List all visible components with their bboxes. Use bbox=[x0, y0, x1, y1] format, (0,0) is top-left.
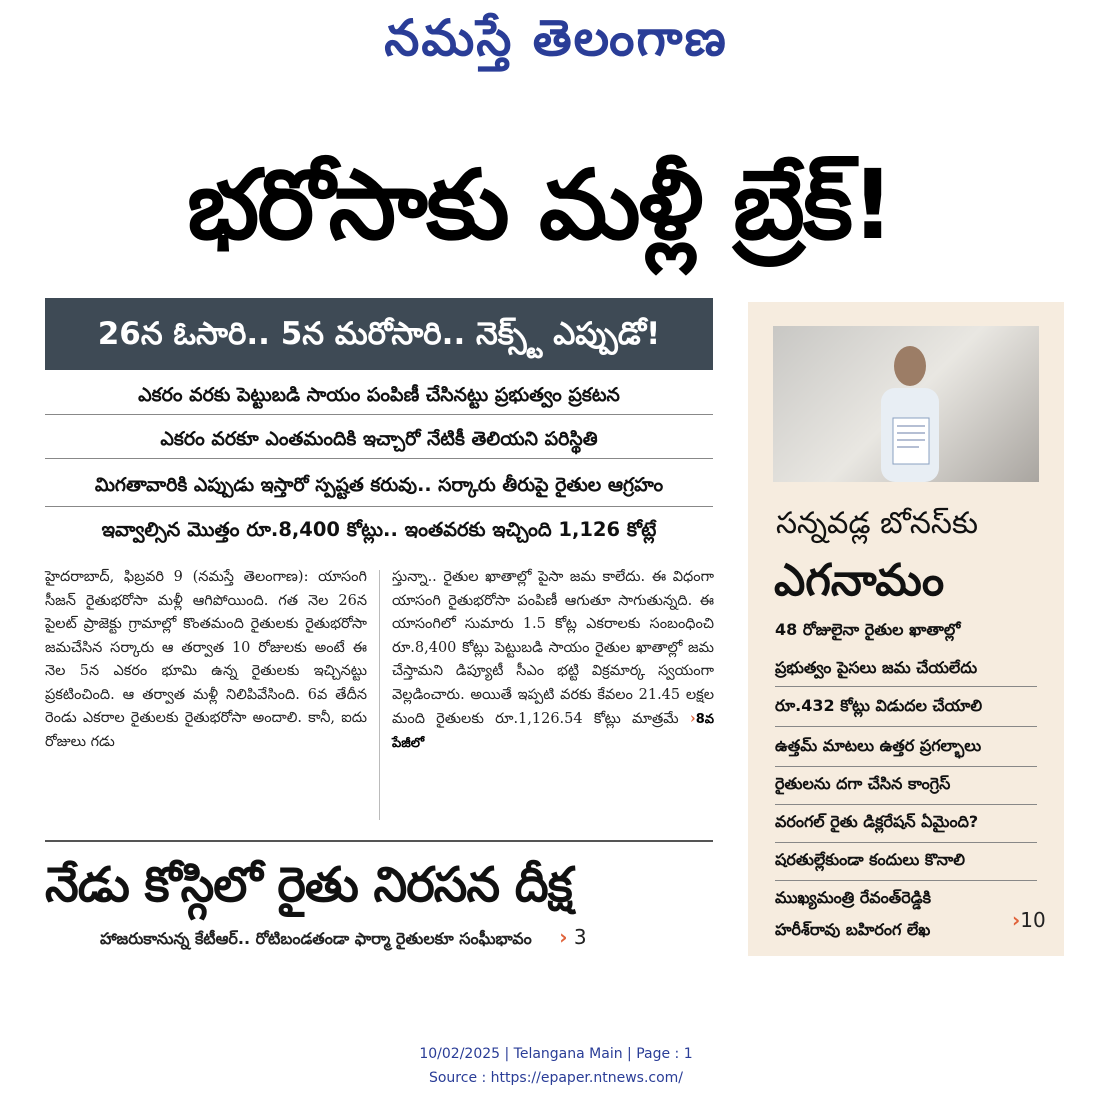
chevron-right-icon: › bbox=[559, 925, 568, 949]
sidebar-item: షరతుల్లేకుండా కందులు కొనాలి bbox=[775, 850, 965, 869]
deck-divider bbox=[45, 458, 713, 459]
deck-divider bbox=[45, 414, 713, 415]
sidebar-divider bbox=[775, 766, 1037, 767]
deck-line-2: ఎకరం వరకూ ఎంతమందికి ఇచ్చారో నేటికీ తెలియని పరిస్థితి bbox=[160, 428, 598, 450]
column-divider bbox=[379, 570, 380, 820]
sidebar-kicker: సన్నవడ్ల బోనస్‌కు bbox=[776, 506, 978, 541]
deck-line-4: ఇవ్వాల్సిన మొత్తం రూ.8,400 కోట్లు.. ఇంతవరకు ఇచ్చింది 1,126 కోట్లే bbox=[101, 518, 657, 541]
deck-divider bbox=[45, 506, 713, 507]
bottom-subheadline-text: హాజరుకానున్న కేటీఆర్.. రోటిబండతండా ఫార్మా రైతులకూ సంఘీభావం bbox=[100, 929, 532, 948]
sidebar-headline: ఎగనామం bbox=[774, 555, 945, 606]
deck-line-3: మిగతావారికి ఎప్పుడు ఇస్తారో స్పష్టత కరువు.. సర్కారు తీరుపై రైతుల ఆగ్రహం bbox=[94, 474, 664, 496]
continued-jump-label: 8వ పేజీలో bbox=[392, 712, 714, 751]
footer-date-line: 10/02/2025 | Telangana Main | Page : 1 bbox=[419, 1046, 693, 1062]
speaker-silhouette-icon bbox=[873, 340, 947, 482]
sidebar-divider bbox=[775, 880, 1037, 881]
bottom-subheadline bbox=[100, 925, 720, 952]
bottom-jump[interactable] bbox=[559, 925, 586, 949]
sidebar-item: ప్రభుత్వం పైసలు జమ చేయలేదు bbox=[775, 658, 978, 677]
sidebar-jump-page: 10 bbox=[1020, 908, 1046, 932]
article-body-left: హైదరాబాద్, ఫిబ్రవరి 9 (నమస్తే తెలంగాణ): యాసంగి సీజన్ రైతుభరోసా మళ్లీ ఆగిపోయింది. గత నెల 26న పైలట్ ప్రాజెక్టు గ్రామాల్లో కొంతమంది రైతులకు రైతుభరోసా జమచేసిన సర్కారు ఆ తర్వాత 10 రోజులకు అంటే ఈ నెల 5న ఎకరం భూమి ఉన్న రైతులకు ఇచ్చినట్టు ప్రకటించింది. ఆ తర్వాత మళ్లీ నిలిపివేసింది. 6వ తేదీన రెండు ఎకరాల రైతులకు రైతుభరోసా అందాలి. కానీ, ఐదు రోజులు గడు bbox=[45, 569, 367, 750]
sidebar-item: 48 రోజులైనా రైతుల ఖాతాల్లో bbox=[775, 620, 961, 639]
main-headline: భరోసాకు మళ్లీ బ్రేక్! bbox=[187, 149, 893, 261]
sub-headline-banner: 26న ఓసారి.. 5న మరోసారి.. నెక్స్ట్ ఎప్పుడో! bbox=[45, 298, 713, 370]
section-divider bbox=[45, 840, 713, 842]
sidebar-item: ఉత్తమ్ మాటలు ఉత్తర ప్రగల్భాలు bbox=[775, 736, 982, 755]
sidebar-divider bbox=[775, 842, 1037, 843]
deck-line-1: ఎకరం వరకు పెట్టుబడి సాయం పంపిణీ చేసినట్టు ప్రభుత్వం ప్రకటన bbox=[138, 384, 620, 406]
chevron-right-icon: › bbox=[1012, 908, 1021, 932]
chevron-right-icon: › bbox=[689, 710, 696, 727]
sidebar-item: హరీశ్‌రావు బహిరంగ లేఖ bbox=[775, 920, 931, 939]
sidebar-jump[interactable] bbox=[1012, 908, 1046, 932]
sidebar-item: రూ.432 కోట్లు విడుదల చేయాలి bbox=[775, 696, 983, 715]
sidebar-divider bbox=[775, 804, 1037, 805]
article-body-right bbox=[392, 566, 714, 755]
news-photo bbox=[773, 326, 1039, 482]
bottom-jump-page: 3 bbox=[573, 925, 587, 949]
sidebar-divider bbox=[775, 686, 1037, 687]
masthead-logo: నమస్తే తెలంగాణ bbox=[384, 8, 728, 67]
sidebar-divider bbox=[775, 726, 1037, 727]
article-body-right-text: స్తున్నా.. రైతుల ఖాతాల్లో పైసా జమ కాలేదు. ఈ విధంగా యాసంగి రైతుభరోసా పంపిణీ ఆగుతూ సాగుతున్నది. ఈ యాసంగిలో సుమారు 1.5 కోట్ల ఎకరాలకు సంబంధించి రూ.8,400 కోట్లు పెట్టుబడి సాయం రైతుల ఖాతాల్లో జమ చేస్తామని డిప్యూటీ సీఎం భట్టి విక్రమార్క స్వయంగా వెల్లడించారు. అయితే ఇప్పటి వరకు కేవలం 21.45 లక్షల మంది రైతులకు రూ.1,126.54 కోట్లు మాత్రమే bbox=[392, 569, 714, 727]
bottom-headline: నేడు కోస్గిలో రైతు నిరసన దీక్ష bbox=[45, 857, 572, 913]
footer-source-link[interactable]: Source : https://epaper.ntnews.com/ bbox=[428, 1070, 684, 1086]
sidebar-item: ముఖ్యమంత్రి రేవంత్‌రెడ్డికి bbox=[775, 888, 931, 907]
sidebar-item: రైతులను దగా చేసిన కాంగ్రెస్ bbox=[775, 774, 951, 793]
sidebar-item: వరంగల్ రైతు డిక్లరేషన్ ఏమైంది? bbox=[775, 812, 979, 831]
